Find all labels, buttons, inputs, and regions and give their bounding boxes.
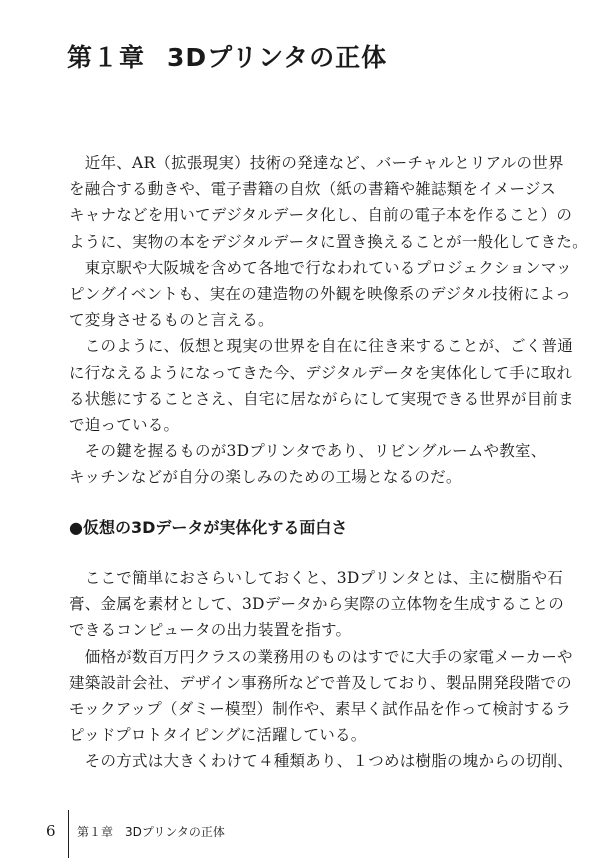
chapter-title xyxy=(67,38,387,74)
chapter-title-text: 3Dプリンタの正体 xyxy=(167,43,388,72)
text-line: キッチンなどが自分の楽しみのための工場となるのだ。 xyxy=(69,468,462,487)
body-text-bottom xyxy=(69,565,574,775)
text-line: その方式は大きくわけて４種類あり、１つめは樹脂の塊からの切削、 xyxy=(69,752,574,771)
text-line: て変身させるものと言える。 xyxy=(69,311,274,330)
text-line: ピングイベントも、実在の建造物の外観を映像系のデジタル技術によっ xyxy=(69,284,571,303)
text-line: る状態にすることさえ、自宅に居ながらにして実現できる世界が目前ま xyxy=(69,389,574,408)
footer-divider xyxy=(68,810,69,858)
text-line: に行なえるようになってきた今、デジタルデータを実体化して手に取れ xyxy=(69,363,573,382)
body-text-top xyxy=(69,150,588,490)
text-line: で迫っている。 xyxy=(69,415,180,434)
section-heading: ●仮想の3Dデータが実体化する面白さ xyxy=(69,518,348,537)
text-line: できるコンピュータの出力装置を指す。 xyxy=(69,621,352,640)
text-line: 近年、AR（拡張現実）技術の発達など、バーチャルとリアルの世界 xyxy=(69,154,564,172)
text-line: このように、仮想と現実の世界を自在に往き来することが、ごく普通 xyxy=(69,337,574,356)
page-footer xyxy=(0,810,600,866)
chapter-number: 第１章 xyxy=(67,43,146,72)
text-line: ここで簡単におさらいしておくと、3Dプリンタとは、主に樹脂や石 xyxy=(69,569,564,587)
text-line: 東京駅や大阪城を含めて各地で行なわれているプロジェクションマッ xyxy=(69,258,572,277)
text-line: キャナなどを用いてデジタルデータ化し、自前の電子本を作ること）の xyxy=(69,206,573,225)
text-line: モックアップ（ダミー模型）制作や、素早く試作品を作って検討するラ xyxy=(69,699,572,718)
text-line: 膏、金属を素材として、3Dデータから実際の立体物を生成することの xyxy=(69,595,564,614)
text-line: 価格が数百万円クラスの業務用のものはすでに大手の家電メーカーや xyxy=(69,647,573,666)
text-line: その鍵を握るものが3Dプリンタであり、リビングルームや教室、 xyxy=(69,442,547,461)
text-line: ピッドプロトタイピングに活躍している。 xyxy=(69,726,367,745)
page-number: 6 xyxy=(46,822,56,840)
text-line: 建築設計会社、デザイン事務所などで普及しており、製品開発段階での xyxy=(69,673,572,692)
text-line: ように、実物の本をデジタルデータに置き換えることが一般化してきた。 xyxy=(69,232,588,251)
text-line: を融合する動きや、電子書籍の自炊（紙の書籍や雑誌類をイメージス xyxy=(69,180,557,199)
running-head: 第１章 3Dプリンタの正体 xyxy=(77,825,225,839)
